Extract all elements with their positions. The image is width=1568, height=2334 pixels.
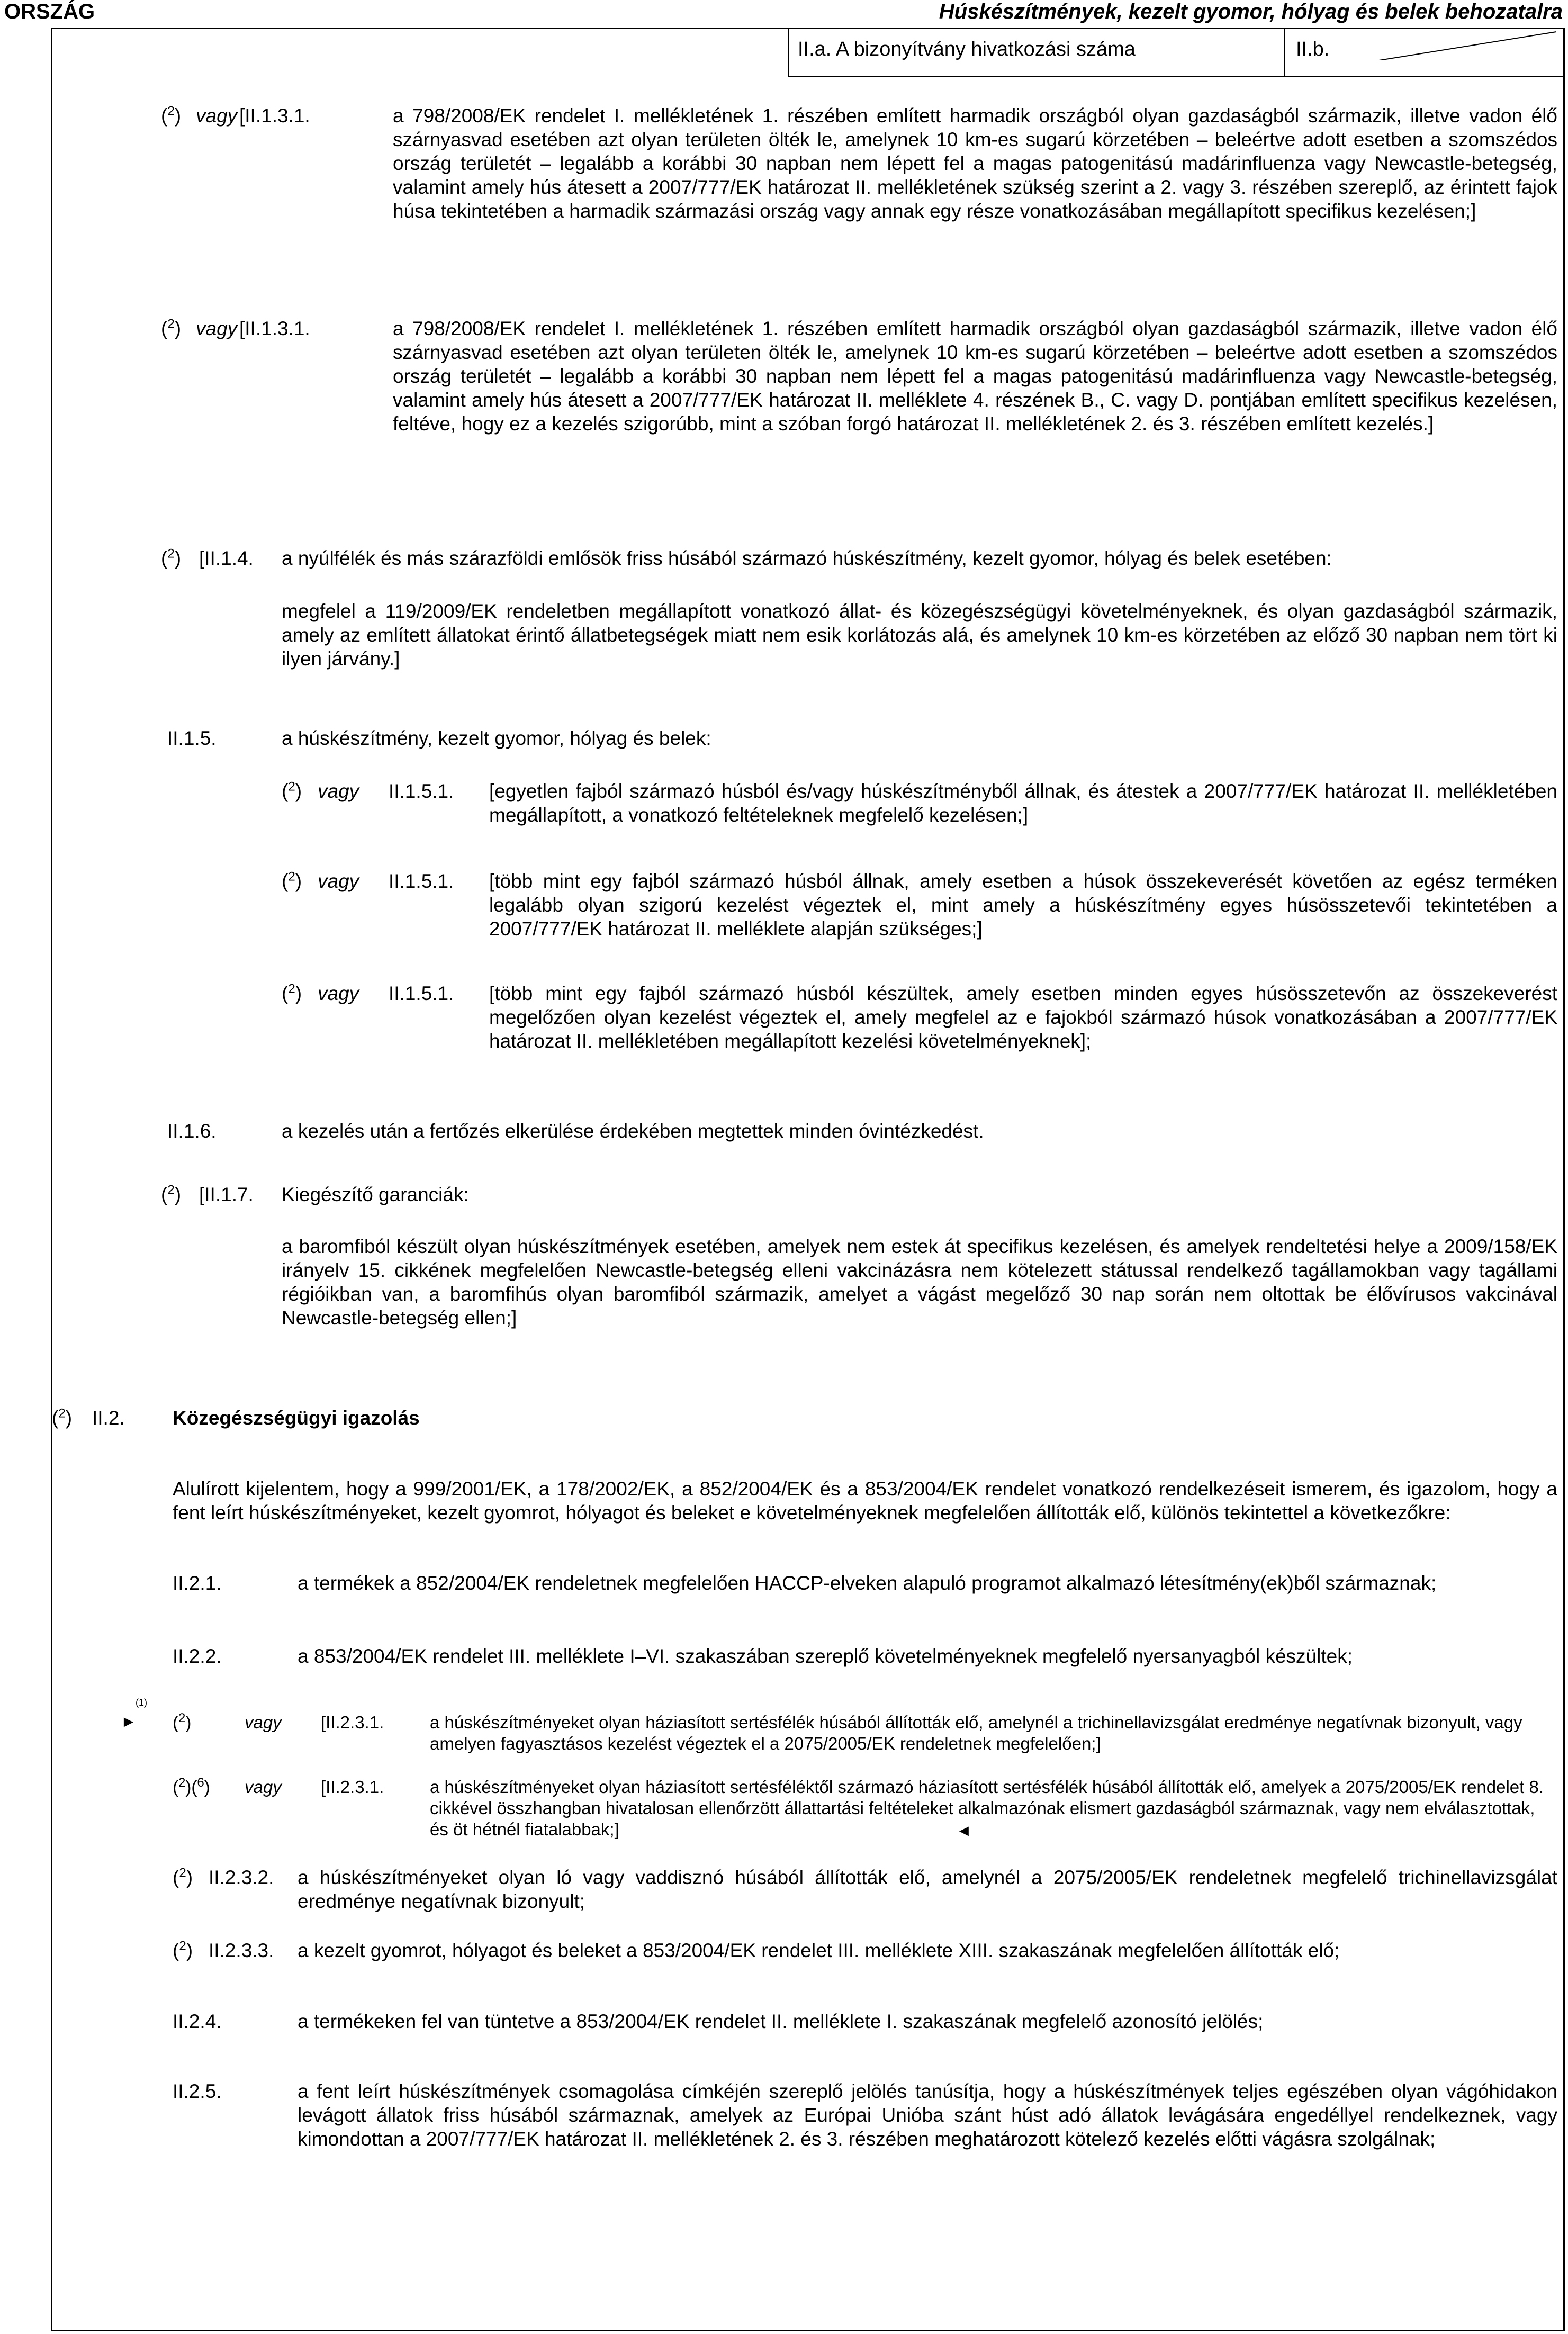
section-title: Közegészségügyi igazolás xyxy=(173,1407,420,1429)
vagy-label: vagy xyxy=(196,105,238,127)
vagy-label: vagy xyxy=(318,780,359,802)
sub-clause-text: [több mint egy fajból származó húsból készültek, amely esetben minden egyes húsösszetevőn az összekeverést megelőzően olyan kezelést végeztek el, amely megfelel az e fajokból származó húsok vonatkozásában a 2007/777/EK határozat II. mellékletében megállapított kezelési követelményeknek]; xyxy=(489,983,1557,1052)
clause-lead: a nyúlfélék és más szárazföldi emlősök friss húsából származó húskészítmény, kezelt gyomor, hólyag és belek esetében: xyxy=(282,547,1332,569)
note-ref: ($^2$) xyxy=(173,1711,192,1732)
note-ref: ($^2$) xyxy=(161,1183,182,1205)
reference-number-field[interactable]: II.a. A bizonyítvány hivatkozási száma xyxy=(788,28,1285,76)
sub-clause-ref: II.1.5.1. xyxy=(389,983,454,1004)
note-ref: ($^2$) xyxy=(161,104,182,127)
note-ref: ($^2$) xyxy=(173,1939,193,1961)
clause-ref: [II.1.3.1. xyxy=(239,318,310,339)
sub-clause-ref: II.1.5.1. xyxy=(389,870,454,892)
clause-ref: II.2.3.2. xyxy=(209,1867,274,1888)
section-ref: II.2. xyxy=(92,1407,125,1429)
note-ref: ($^2$) xyxy=(282,869,302,892)
amendment-start-marker: ► xyxy=(121,1713,137,1731)
clause-ref: II.2.2. xyxy=(173,1645,222,1667)
note-ref: ($^2$) xyxy=(173,1866,193,1888)
sub-clause-ref: [II.2.3.1. xyxy=(321,1713,384,1732)
note-ref: ($^2$) xyxy=(282,779,302,802)
sub-clause-ref: [II.2.3.1. xyxy=(321,1777,384,1797)
sub-clause-ref: II.1.5.1. xyxy=(389,780,454,802)
clause-text: a fent leírt húskészítmények csomagolása címkéjén szereplő jelölés tanúsítja, hogy a húskészítmények teljes egészében olyan vágóhidakon levágott állatok friss húsából származnak, amelyek az Európai Unióba szánt húst adó állatok levágására engedéllyel rendelkeznek, vagy kimondottan a 2007/777/EK határozat II. mellékletének 2. és 3. részében meghatározott kötelező kezelés előtti vágásra szolgálnak; xyxy=(298,2080,1557,2150)
amendment-end-marker: ◄ xyxy=(956,1822,972,1840)
clause-ref: II.2.5. xyxy=(173,2080,222,2102)
vagy-label: vagy xyxy=(196,318,238,339)
reference-b-field[interactable]: II.b. xyxy=(1296,38,1330,60)
clause-text: a 798/2008/EK rendelet I. mellékletének 1. részében említett harmadik országból olyan gazdaságból származik, illetve vadon élő szárnyasvad esetében azt olyan területen ölték le, amelynek 10 km-es sugarú körzetében – beleértve adott esetben a szomszédos ország területét – legalább a korábbi 30 napban nem lépett fel a magas patogenitású madárinfluenza vagy Newcastle-betegség, valamint amely hús átesett a 2007/777/EK határozat II. mellékletének szükség szerint a 2. vagy 3. részében szereplő, az érintett fajok húsa tekintetében a harmadik származási ország vagy annak egy része vonatkozásában megállapított specifikus kezelésen;] xyxy=(393,105,1557,222)
note-ref-2-6: ($^2$)($^6$) xyxy=(173,1776,210,1797)
clause-ref: II.2.4. xyxy=(173,2011,222,2032)
clause-ref: [II.1.7. xyxy=(199,1184,254,1205)
clause-text: a baromfiból készült olyan húskészítmények esetében, amelyek nem estek át specifikus kezelésen, és amelyek rendeltetési helye a 2009/158/EK irányelv 15. cikkének megfelelően Newcastle-betegség elleni vakcinázásra nem kötelezett státussal rendelkező tagállamokban vagy tagállami régióikban van, a baromfihús olyan baromfiból származik, amelyet a vágást megelőző 30 nap során nem oltottak be élővírusos vakcinával Newcastle-betegség ellen;] xyxy=(282,1236,1557,1329)
sub-clause-text: a húskészítményeket olyan háziasított sertésfélék húsából állították elő, amelynél a trichinellavizsgálat eredménye negatívnak bizonyult, vagy amelyen fagyasztásos kezelést végeztek el a 2075/2005/EK rendeletnek megfelelően;] xyxy=(430,1713,1522,1753)
vagy-label: vagy xyxy=(318,983,359,1004)
clause-text: a 853/2004/EK rendelet III. melléklete I–VI. szakaszában szereplő követelményeknek megfelelő nyersanyagból készültek; xyxy=(298,1645,1353,1667)
document-title: Húskészítmények, kezelt gyomor, hólyag és belek behozatalra xyxy=(939,0,1563,23)
clause-ref: II.2.3.3. xyxy=(209,1940,274,1961)
note-ref: ($^2$) xyxy=(282,981,302,1004)
clause-text: a húskészítményeket olyan ló vagy vaddisznó húsából állították elő, amelynél a 2075/2005/EK rendeletnek megfelelő trichinellavizsgálat eredménye negatívnak bizonyult; xyxy=(298,1867,1557,1912)
note-ref: ($^2$) xyxy=(52,1406,73,1429)
sub-clause-text: a húskészítményeket olyan háziasított sertésféléktől származó háziasított sertésfélék húsából állították elő, amelyek a 2075/2005/EK rendelet 8. cikkével összhangban hivatalosan ellenőrzött állattartási feltételeket alkalmazónak elismert gazdaságból származnak, vagy nem elválasztottak, és öt hétnél fiatalabbak;] xyxy=(430,1777,1544,1839)
clause-ref: [II.1.3.1. xyxy=(239,105,310,127)
reference-diagonal-line xyxy=(574,29,1559,60)
vagy-label: vagy xyxy=(318,870,359,892)
vagy-label: vagy xyxy=(245,1713,282,1732)
clause-ref: II.1.6. xyxy=(167,1120,217,1142)
amendment-note: (1) xyxy=(136,1697,147,1708)
vagy-label: vagy xyxy=(245,1777,282,1797)
country-label: ORSZÁG xyxy=(4,0,95,23)
clause-lead: Kiegészítő garanciák: xyxy=(282,1184,469,1205)
sub-clause-text: [több mint egy fajból származó húsból állnak, amely esetben a húsok összekeverését követően az egész terméken legalább olyan szigorú kezelést végeztek el, mint amely a húskészítmény egyes húsösszetevői tekintetében a 2007/777/EK határozat II. melléklete alapján szükséges;] xyxy=(489,870,1557,940)
section-intro: Alulírott kijelentem, hogy a 999/2001/EK, a 178/2002/EK, a 852/2004/EK és a 853/2004/EK rendelet vonatkozó rendelkezéseit ismerem, és igazolom, hogy a fent leírt húskészítményeket, kezelt gyomrot, hólyagot és beleket e követelményeknek megfelelően állították elő, különös tekintettel a következőkre: xyxy=(173,1478,1557,1524)
clause-text: a kezelés után a fertőzés elkerülése érdekében megtettek minden óvintézkedést. xyxy=(282,1120,984,1142)
clause-text: a termékek a 852/2004/EK rendeletnek megfelelően HACCP-elveken alapuló programot alkalmazó létesítmény(ek)ből származnak; xyxy=(298,1572,1437,1594)
clause-text: a kezelt gyomrot, hólyagot és beleket a 853/2004/EK rendelet III. melléklete XIII. szakaszának megfelelően állították elő; xyxy=(298,1940,1340,1961)
clause-ref: II.1.5. xyxy=(167,727,217,749)
clause-text: a 798/2008/EK rendelet I. mellékletének 1. részében említett harmadik országból olyan gazdaságból származik, illetve vadon élő szárnyasvad esetében azt olyan területen ölték le, amelynek 10 km-es sugarú körzetében – beleértve adott esetben a szomszédos ország területét – legalább a korábbi 30 napban nem lépett fel a magas patogenitású madárinfluenza vagy Newcastle-betegség, valamint amely hús átesett a 2007/777/EK határozat II. melléklete 4. részének B., C. vagy D. pontjában említett specifikus kezelésen, feltéve, hogy ez a kezelés szigorúbb, mint a szóban forgó határozat II. mellékletének 2. és 3. részében említett kezelés.] xyxy=(393,318,1557,435)
clause-text: megfelel a 119/2009/EK rendeletben megállapított vonatkozó állat- és közegészségügyi követelményeknek, és olyan gazdaságból származik, amely az említett állatokat érintő állatbetegségek miatt nem esik korlátozás alá, és amelynek 10 km-es körzetében az előző 30 napban nem tört ki ilyen járvány.] xyxy=(282,600,1557,670)
clause-ref: II.2.1. xyxy=(173,1572,222,1594)
clause-ref: [II.1.4. xyxy=(199,547,254,569)
clause-text: a termékeken fel van tüntetve a 853/2004/EK rendelet II. melléklete I. szakaszának megfelelő azonosító jelölés; xyxy=(298,2011,1264,2032)
note-ref: ($^2$) xyxy=(161,546,182,569)
sub-clause-text: [egyetlen fajból származó húsból és/vagy húskészítményből állnak, és átestek a 2007/777/EK határozat II. mellékletében megállapított, a vonatkozó feltételeknek megfelelő kezelésen;] xyxy=(489,780,1557,826)
clause-lead: a húskészítmény, kezelt gyomor, hólyag és belek: xyxy=(282,727,711,749)
note-ref: ($^2$) xyxy=(161,317,182,339)
